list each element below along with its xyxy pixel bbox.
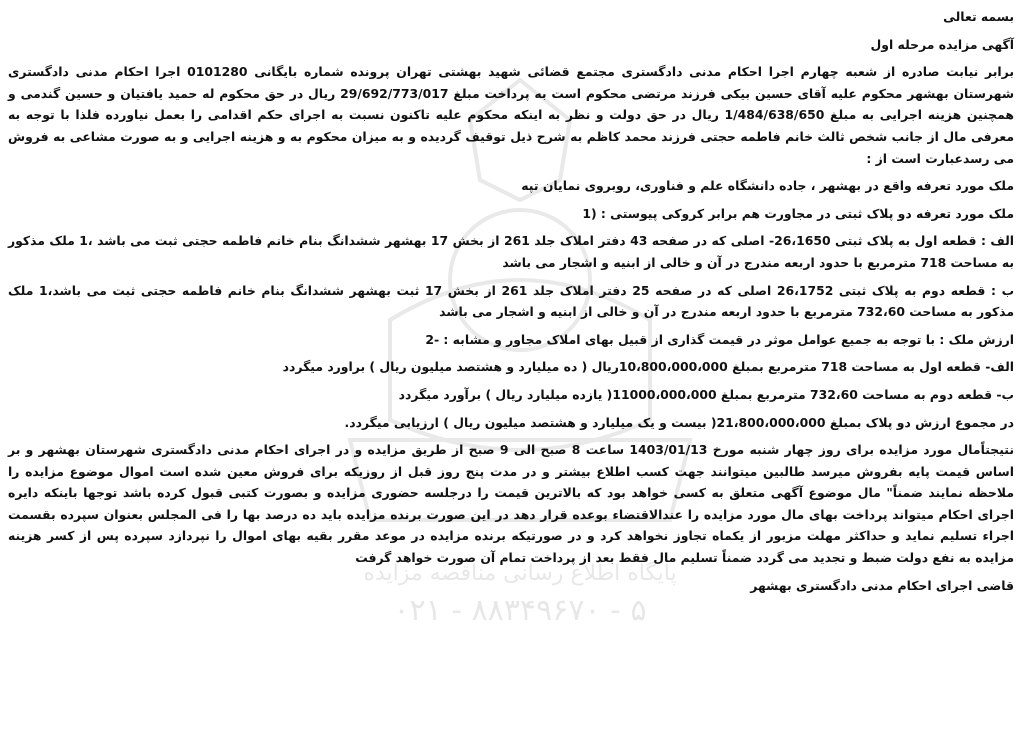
total-value: در مجموع ارزش دو پلاک بمبلغ 21،800،000،000( بیست و یک میلیارد و هشتصد میلیون ریال ) ارزیابی میگردد. (344, 414, 1014, 430)
value-a: الف- قطعه اول به مساحت 718 مترمربع بمبلغ 10،800،000،000ریال ( ده میلیارد و هشتصد میلیون ریال ) براورد میگردد (282, 359, 1014, 375)
watermark-phone: ۰۲۱ - ۸۸۳۴۹۶۷۰ - ۵ (393, 593, 647, 628)
intro-paragraph: برابر نیابت صادره از شعبه چهارم اجرا احکام مدنی دادگستری مجتمع قضائی شهید بهشتی تهران پرونده شماره بایگانی 0101280 اجرا احکام مدنی دادگستری شهرستان بهشهر محکوم علیه آقای حسین بیکی فرزند مرتضی محکوم است به پرداخت مبلغ 29/692/773/017 ریال در حق محکوم له حمید یافتیان و حسین گندمی و همچنین هزینه اجرایی به مبلغ 1/484/638/650 ریال در حق دولت و نظر به اینکه محکوم علیه تاکنون نسبت به اجرای حکم اقدامی را بعمل نیاورده فلذا با توجه به معرفی مال از جانب شخص ثالث خانم فاطمه حجتی فرزند محمد کاظم به شرح ذیل توقیف گردیده و به میزان محکوم به و هزینه اجرایی و به صورت مشاعی به فروش می رسدعبارت است از : (8, 64, 1015, 166)
plot-b: ب : قطعه دوم به پلاک ثبتی 26،1752 اصلی که در صفحه 25 دفتر املاک جلد 261 از بخش 17 ثبت بهشهر ششدانگ بنام خانم فاطمه حجتی ثبت می باشد،1 ملک مذکور به مساحت 732،60 مترمربع با حدود اربعه مندرج در آن و خالی از ابنیه و اشجار می باشد (8, 282, 1015, 320)
watermark-text: پایگاه اطلاع رسانی مناقصه مزایده (363, 561, 677, 586)
value-b: ب- قطعه دوم به مساحت 732،60 مترمربع بمبلغ 11000،000،000( یازده میلیارد ریال ) برآورد میگردد (398, 386, 1014, 402)
auction-notice (8, 6, 1014, 735)
signature: قاضی اجرای احکام مدنی دادگستری بهشهر (750, 577, 1014, 593)
plots-header: ملک مورد تعرفه دو پلاک ثبتی در مجاورت هم برابر کروکی پیوستی : (1 (582, 205, 1014, 221)
plot-a: الف : قطعه اول به پلاک ثبتی 26،1650- اصلی که در صفحه 43 دفتر املاک جلد 261 از بخش 17 بهشهر ششدانگ بنام خانم فاطمه حجتی ثبت می باشد ،1 ملک مذکور به مساحت 718 مترمربع با حدود اربعه مندرج در آن و خالی از ابنیه و اشجار می باشد (8, 233, 1015, 270)
notice-title: آگهی مزایده مرحله اول (870, 36, 1014, 52)
basmala: بسمه تعالی (943, 9, 1014, 24)
value-header: ارزش ملک : با توجه به جمیع عوامل موثر در قیمت گذاری از قبیل بهای املاک مجاور و مشابه : -2 (425, 331, 1014, 347)
conclusion-paragraph: نتیجتاًمال مورد مزایده برای روز چهار شنبه مورخ 1403/01/13 ساعت 8 صبح الی 9 صبح از طریق مزایده و در اجرای احکام مدنی دادگستری شهرستان بهشهر و بر اساس قیمت پایه بفروش میرسد طالبین میتوانند جهت کسب اطلاع بیشتر و در مدت پنج روز قبل از روزیکه برای فروش معین شده است اموال موضوع مزایده را ملاحظه نمایند ضمناً" مال موضوع آگهی متعلق به کسی خواهد بود که بالاترین قیمت را درجلسه حضوری مزایده و بصورت کتبی قبول کرده باشد توجها باینکه دایره اجرای احکام میتواند پرداخت بهای مال مورد مزایده را عندالاقتضاء بوعده قرار دهد در این صورت برنده مزایده باید ده درصد بها را فی المجلس بعنوان سپرده بقسمت اجراء تسلیم نماید و حداکثر مهلت مزبور از یکماه تجاوز نخواهد کرد و در صورتیکه برنده مزایده در موعد مقرر بقیه بهای اموال را نپردازد سپرده پس از کسر هزینه مزایده به نفع دولت ضبط و تجدید می گردد ضمناً تسلیم مال فقط بعد از پرداخت تمام آن صورت خواهد گرفت (8, 442, 1014, 566)
property-location: ملک مورد تعرفه واقع در بهشهر ، جاده دانشگاه علم و فناوری، روبروی نمایان تپه (521, 178, 1014, 194)
